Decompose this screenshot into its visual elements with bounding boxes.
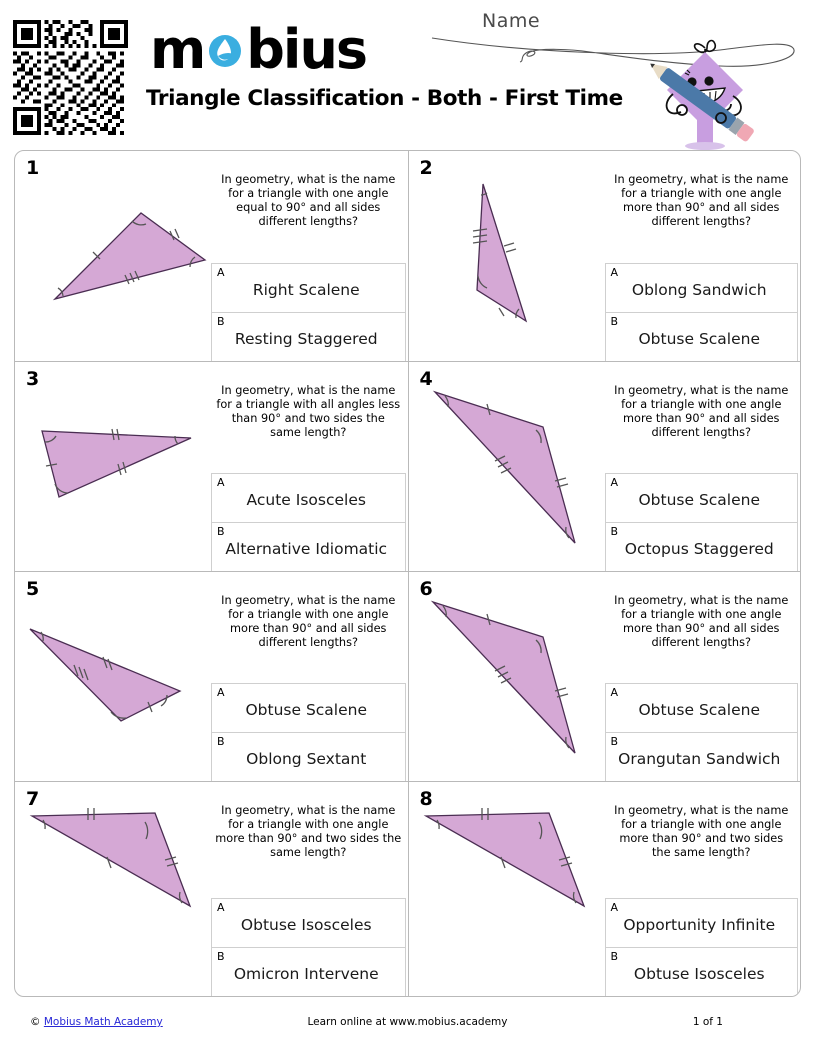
logo-text-after-wrap xyxy=(246,18,367,81)
question-panel-5 xyxy=(211,572,408,781)
question-number: 1 xyxy=(26,157,40,179)
answer-text: Omicron Intervene xyxy=(233,965,379,983)
answer-text: Opportunity Infinite xyxy=(623,916,776,934)
question-number: 6 xyxy=(419,578,433,600)
question-prompt: In geometry, what is the name for a triangle with one angle more than 90° and all sides different lengths? xyxy=(614,173,789,228)
answer-text: Obtuse Scalene xyxy=(245,701,368,719)
qr-code[interactable] xyxy=(13,20,128,135)
answer-letter: A xyxy=(610,476,619,489)
question-prompt: In geometry, what is the name for a triangle with one angle more than 90° and all sides different lengths? xyxy=(221,594,396,649)
page-title: Triangle Classification - Both - First Time xyxy=(146,86,623,111)
name-field-area xyxy=(420,8,810,143)
triangle-figure-2 xyxy=(409,151,605,361)
triangle-figure-1 xyxy=(15,151,211,361)
answer-letter: B xyxy=(217,315,225,328)
answer-option-a[interactable] xyxy=(605,683,799,733)
answer-options xyxy=(605,683,801,781)
answer-options xyxy=(211,683,408,781)
copyright-symbol: © xyxy=(30,1016,41,1028)
footer-page-number: 1 of 1 xyxy=(692,1016,723,1028)
questions-grid xyxy=(14,150,801,997)
footer-learn-online: Learn online at www.mobius.academy xyxy=(307,1016,508,1028)
worksheet-header xyxy=(0,0,815,145)
answer-letter: B xyxy=(610,735,619,748)
answer-text: Obtuse Scalene xyxy=(638,701,761,719)
question-number: 2 xyxy=(419,157,433,179)
answer-text: Obtuse Scalene xyxy=(638,491,761,509)
answer-option-b[interactable] xyxy=(211,522,406,572)
question-panel-1 xyxy=(211,151,408,361)
question-row xyxy=(15,151,800,361)
answer-option-a[interactable] xyxy=(605,263,799,313)
question-panel-2 xyxy=(605,151,801,361)
mascot-character xyxy=(635,26,775,151)
answer-text: Acute Isosceles xyxy=(246,491,366,509)
question-number: 7 xyxy=(26,788,40,810)
answer-text: Oblong Sandwich xyxy=(631,281,767,299)
answer-options xyxy=(605,898,801,996)
logo-text-before: m xyxy=(150,18,205,81)
answer-options xyxy=(605,263,801,361)
answer-option-b[interactable] xyxy=(605,522,799,572)
answer-option-a[interactable] xyxy=(605,473,799,523)
question-prompt: In geometry, what is the name for a triangle with one angle more than 90° and all sides different lengths? xyxy=(614,594,789,649)
question-cell-3 xyxy=(15,361,408,571)
question-panel-7 xyxy=(211,782,408,996)
answer-letter: A xyxy=(610,686,619,699)
answer-options xyxy=(211,898,408,996)
name-label: Name xyxy=(482,10,541,32)
answer-text: Right Scalene xyxy=(252,281,360,299)
question-row xyxy=(15,361,800,571)
answer-option-a[interactable] xyxy=(211,473,406,523)
answer-option-b[interactable] xyxy=(605,312,799,362)
answer-option-b[interactable] xyxy=(211,732,406,782)
question-prompt: In geometry, what is the name for a triangle with one angle more than 90° and all sides different lengths? xyxy=(614,384,789,439)
answer-text: Orangutan Sandwich xyxy=(618,750,781,768)
question-prompt: In geometry, what is the name for a triangle with one angle more than 90° and two sides the same length? xyxy=(215,804,402,859)
answer-text: Oblong Sextant xyxy=(246,750,367,768)
question-prompt: In geometry, what is the name for a triangle with one angle equal to 90° and all sides different lengths? xyxy=(221,173,396,228)
answer-letter: B xyxy=(610,950,619,963)
triangle-figure-3 xyxy=(15,362,211,571)
question-number: 4 xyxy=(419,368,433,390)
question-cell-5 xyxy=(15,571,408,781)
answer-text: Obtuse Isosceles xyxy=(240,916,372,934)
question-number: 3 xyxy=(26,368,40,390)
answer-letter: B xyxy=(217,735,225,748)
triangle-figure-5 xyxy=(15,572,211,781)
triangle-figure-6 xyxy=(409,572,605,781)
answer-option-b[interactable] xyxy=(605,732,799,782)
answer-letter: B xyxy=(610,525,619,538)
mobius-math-academy-link[interactable]: Mobius Math Academy xyxy=(43,1016,163,1028)
answer-letter: B xyxy=(217,525,225,538)
answer-text: Alternative Idiomatic xyxy=(225,540,388,558)
answer-option-a[interactable] xyxy=(605,898,799,948)
answer-letter: A xyxy=(217,266,225,279)
mobius-o-droplet-icon xyxy=(205,30,245,70)
answer-letter: A xyxy=(610,901,619,914)
answer-text: Octopus Staggered xyxy=(624,540,774,558)
answer-option-b[interactable] xyxy=(605,947,799,997)
logo-text-after: bius xyxy=(246,18,367,81)
question-prompt: In geometry, what is the name for a triangle with all angles less than 90° and two sides the same length? xyxy=(216,384,401,439)
question-number: 5 xyxy=(26,578,40,600)
answer-text: Resting Staggered xyxy=(234,330,378,348)
answer-options xyxy=(211,263,408,361)
answer-letter: A xyxy=(217,901,225,914)
question-panel-4 xyxy=(605,362,801,571)
answer-text: Obtuse Isosceles xyxy=(633,965,765,983)
question-cell-8 xyxy=(408,781,801,996)
question-panel-3 xyxy=(211,362,408,571)
answer-option-a[interactable] xyxy=(211,898,406,948)
answer-letter: A xyxy=(610,266,619,279)
worksheet-footer xyxy=(0,1016,815,1036)
answer-letter: A xyxy=(217,476,225,489)
question-cell-2 xyxy=(408,151,801,361)
triangle-figure-7 xyxy=(15,782,211,996)
question-number: 8 xyxy=(419,788,433,810)
logo-text xyxy=(150,18,205,81)
answer-option-a[interactable] xyxy=(211,263,406,313)
answer-option-a[interactable] xyxy=(211,683,406,733)
answer-option-b[interactable] xyxy=(211,947,406,997)
answer-options xyxy=(211,473,408,571)
question-row xyxy=(15,571,800,781)
question-cell-1 xyxy=(15,151,408,361)
question-cell-6 xyxy=(408,571,801,781)
triangle-figure-8 xyxy=(409,782,605,996)
question-cell-4 xyxy=(408,361,801,571)
question-prompt: In geometry, what is the name for a triangle with one angle more than 90° and two sides the same length? xyxy=(614,804,789,859)
triangle-figure-4 xyxy=(409,362,605,571)
question-panel-8 xyxy=(605,782,801,996)
answer-letter: B xyxy=(610,315,619,328)
answer-letter: B xyxy=(217,950,225,963)
answer-option-b[interactable] xyxy=(211,312,406,362)
question-row xyxy=(15,781,800,996)
question-panel-6 xyxy=(605,572,801,781)
answer-text: Obtuse Scalene xyxy=(638,330,761,348)
answer-letter: A xyxy=(217,686,225,699)
answer-options xyxy=(605,473,801,571)
question-cell-7 xyxy=(15,781,408,996)
